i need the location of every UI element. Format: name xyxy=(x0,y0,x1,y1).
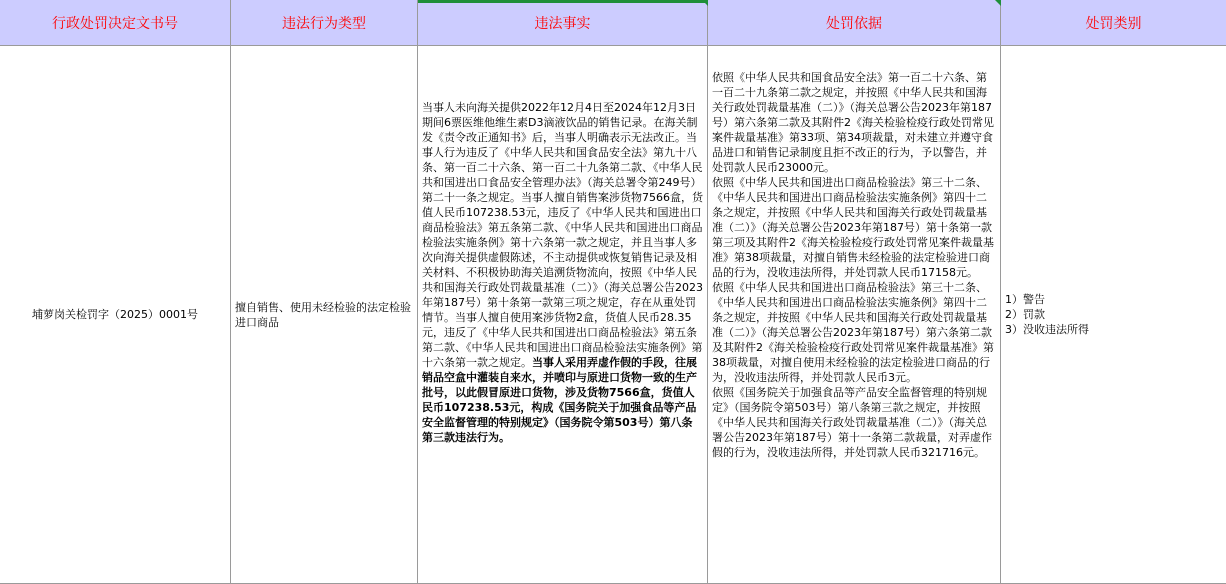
doc-number-text: 埔萝岗关检罚字（2025）0001号 xyxy=(32,308,198,321)
header-violation-facts[interactable] xyxy=(418,0,708,46)
cell-doc-number[interactable] xyxy=(0,46,231,584)
cell-penalty-type[interactable] xyxy=(1001,46,1226,584)
cell-corner-marker xyxy=(702,0,708,6)
penalty-basis-paragraph: 依照《国务院关于加强食品等产品安全监督管理的特别规定》（国务院令第503号）第八条第三款之规定，并按照《中华人民共和国海关行政处罚裁量基准（二）》（海关总署公告2023年第187号）第十一条第二款裁量，对弄虚作假的行为，没收违法所得，并处罚款人民币321716元。 xyxy=(712,386,992,459)
penalty-basis-paragraph: 依照《中华人民共和国食品安全法》第一百二十六条、第一百二十九条第二款之规定，并按照《中华人民共和国海关行政处罚裁量基准（二）》（海关总署公告2023年第187号）第六条第二款及其附件2《海关检验检疫行政处罚常见案件裁量基准》第33项、第34项裁量，对未建立并遵守食品进口和销售记录制度且拒不改正的行为，予以警告，并处罚款人民币23000元。 xyxy=(712,71,994,174)
header-penalty-type[interactable] xyxy=(1001,0,1226,46)
header-penalty-type-label: 处罚类别 xyxy=(1085,15,1142,32)
penalty-basis-paragraph: 依照《中华人民共和国进出口商品检验法》第三十二条、《中华人民共和国进出口商品检验法实施条例》第四十二条之规定，并按照《中华人民共和国海关行政处罚裁量基准（二）》（海关总署公告2023年第187号）第六条第二款及其附件2《海关检验检疫行政处罚常见案件裁量基准》第38项裁量，对擅自使用未经检验的法定检验进口商品的行为，没收违法所得，并处罚款人民币3元。 xyxy=(712,281,994,384)
penalty-type-item: 2）罚款 xyxy=(1005,308,1045,321)
header-violation-type[interactable] xyxy=(231,0,418,46)
header-violation-type-label: 违法行为类型 xyxy=(282,15,366,32)
violation-facts-normal: 当事人未向海关提供2022年12月4日至2024年12月3日期间6票医维他维生素D3滴液饮品的销售记录。在海关制发《责令改正通知书》后，当事人明确表示无法改正。当事人行为违反了《中华人民共和国食品安全法》第九十八条、第一百二十六条、第一百二十九条第二款、《中华人民共和国进出口食品安全管理办法》（海关总署令第249号）第二十一条之规定。当事人擅自销售案涉货物7566盒，货值人民币107238.53元，违反了《中华人民共和国进出口商品检验法》第五条第二款、《中华人民共和国进出口商品检验法实施条例》第十六条第一款之规定，并且当事人多次向海关提供虚假陈述，不主动提供或恢复销售记录及相关材料、不积极协助海关追溯货物流向，按照《中华人民共和国海关行政处罚裁量基准（二）》（海关总署公告2023年第187号）第十条第一款第三项之规定，存在从重处罚情节。当事人擅自使用案涉货物2盒，货值人民币28.35元，违反了《中华人民共和国进出口商品检验法》第五条第二款、《中华人民共和国进出口商品检验法实施条例》第十六条第一款之规定。 xyxy=(422,101,703,369)
header-penalty-basis[interactable] xyxy=(708,0,1001,46)
penalty-basis-content xyxy=(712,46,994,460)
header-penalty-basis-label: 处罚依据 xyxy=(826,15,882,32)
header-doc-number-label: 行政处罚决定文书号 xyxy=(52,15,178,32)
penalty-type-item: 1）警告 xyxy=(1005,293,1045,306)
header-doc-number[interactable] xyxy=(0,0,231,46)
cell-penalty-basis[interactable] xyxy=(708,46,1001,584)
penalty-basis-paragraph: 依照《中华人民共和国进出口商品检验法》第三十二条、《中华人民共和国进出口商品检验法实施条例》第四十二条之规定，并按照《中华人民共和国海关行政处罚裁量基准（二）》（海关总署公告2023年第187号）第十条第一款第三项及其附件2《海关检验检疫行政处罚常见案件裁量基准》第38项裁量，对擅自销售未经检验的法定检验进口商品的行为，没收违法所得，并处罚款人民币17158元。 xyxy=(712,176,994,279)
violation-facts-content xyxy=(422,46,703,445)
cell-corner-marker xyxy=(995,0,1001,6)
violation-type-text: 擅自销售、使用未经检验的法定检验进口商品 xyxy=(235,300,411,329)
penalty-type-item: 3）没收违法所得 xyxy=(1005,323,1089,336)
selected-column-indicator xyxy=(418,0,708,3)
penalty-type-list xyxy=(1005,292,1089,337)
violation-facts-bold: 当事人采用弄虚作假的手段，往展销品空盒中灌装自来水，并喷印与原进口货物一致的生产批号，以此假冒原进口货物，涉及货物7566盒，货值人民币107238.53元，构成《国务院关于加强食品等产品安全监督管理的特别规定》（国务院令第503号）第八条第三款违法行为。 xyxy=(422,356,697,444)
cell-violation-facts[interactable] xyxy=(418,46,708,584)
header-violation-facts-label: 违法事实 xyxy=(534,15,591,32)
cell-violation-type[interactable] xyxy=(231,46,418,584)
violation-facts-text xyxy=(422,100,703,445)
